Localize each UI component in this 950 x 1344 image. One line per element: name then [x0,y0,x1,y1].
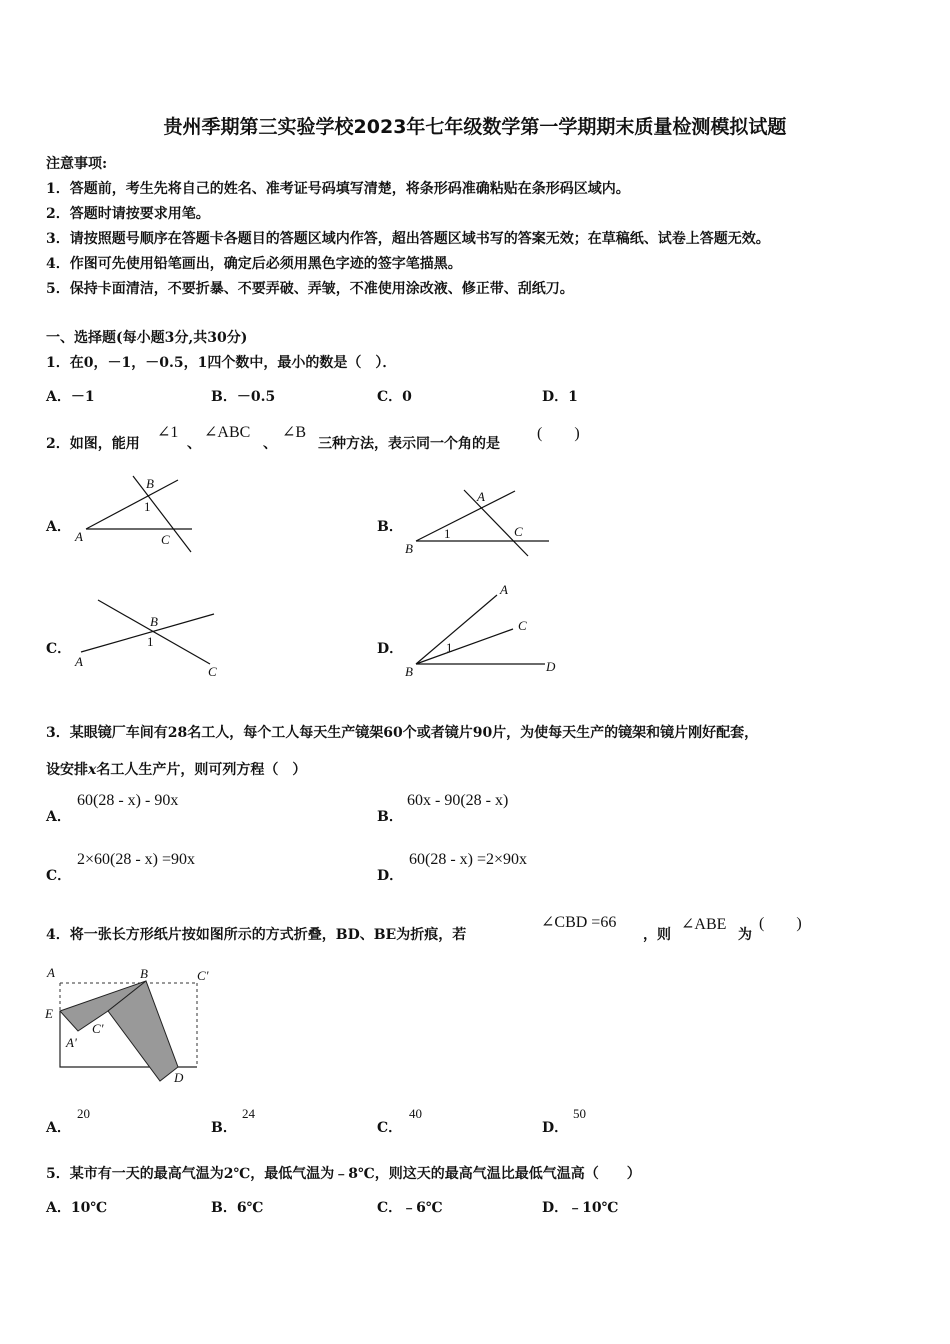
q2-option-c-label: C． [46,641,72,657]
q3-option-c-eq: 2×60(28 - x) =90x [77,851,196,868]
q3-option-b-eq: 60x - 90(28 - x) [407,792,509,809]
q4-option-c-label: C． [377,1120,403,1136]
q1-stem: 1．在0，－1，－0.5，1四个数中，最小的数是（ ）． [46,355,397,371]
q3-prefix: 设安排 [46,762,88,778]
q4-mid: ，则 [643,927,671,943]
q2-angle-1: ∠1 [157,424,179,441]
q5-option-b: B．6℃ [211,1200,264,1216]
q4-fig-label-a: A [47,965,55,980]
notice-heading: 注意事项: [46,156,108,172]
q5-option-d: D．﹣10℃ [542,1200,619,1216]
q1-option-c: C．0 [377,389,412,405]
q4-fig-label-e: E [45,1006,53,1021]
q4-option-d-value: 50 [573,1106,586,1121]
fig-c-label-c: C [208,664,217,679]
q3-suffix: 名工人生产片，则可列方程（ ） [96,762,307,778]
q3-option-b-label: B． [377,809,403,825]
fig-c-label-1: 1 [147,634,154,649]
q4-fig-label-cp: C' [92,1021,104,1036]
fig-a-label-a: A [75,529,83,544]
fig-b-label-b: B [405,541,413,556]
q4-option-d-label: D． [542,1120,569,1136]
page-title: 贵州季期第三实验学校2023年七年级数学第一学期期末质量检测模拟试题 [163,116,787,138]
notice-item: 5．保持卡面清洁，不要折暴、不要弄破、弄皱，不准使用涂改液、修正带、刮纸刀。 [46,281,574,297]
fig-b-label-a: A [477,489,485,504]
q2-option-a-label: A． [46,519,71,535]
fig-b-label-1: 1 [444,526,451,541]
q2-sep: 、 [263,436,277,452]
notice-item: 2．答题时请按要求用笔。 [46,206,210,222]
q2-angle-b: ∠B [282,424,307,441]
q3-option-a-label: A． [46,809,71,825]
fig-c-label-a: A [75,654,83,669]
q4-option-a-label: A． [46,1120,71,1136]
q4-answer-paren: ( ) [759,915,802,932]
q4-fig-label-c: C' [197,968,209,983]
notice-item: 1．答题前，考生先将自己的姓名、准考证号码填写清楚，将条形码准确粘贴在条形码区域内。 [46,181,630,197]
q4-fig-label-d: D [174,1070,184,1085]
q2-sep: 、 [187,436,201,452]
q3-stem-line1: 3．某眼镜厂车间有28名工人，每个工人每天生产镜架60个或者镜片90片，为使每天生产的镜架和镜片刚好配套， [46,725,759,741]
q3-option-d-eq: 60(28 - x) =2×90x [409,851,528,868]
q4-option-b-value: 24 [242,1106,255,1121]
section-heading: 一、选择题(每小题3分,共30分) [46,330,248,346]
q5-stem: 5．某市有一天的最高气温为2℃，最低气温为﹣8℃，则这天的最高气温比最低气温高（ ） [46,1166,641,1182]
fig-d-label-d: D [546,659,556,674]
fig-a-label-b: B [146,476,154,491]
q4-fig-label-ap: A' [66,1035,77,1050]
q5-option-a: A．10℃ [46,1200,108,1216]
fig-b-label-c: C [514,524,523,539]
q1-option-d: D．1 [542,389,578,405]
q2-option-b-label: B． [377,519,403,535]
q2-angle-abc: ∠ABC [204,424,251,441]
fig-a-label-1: 1 [144,499,151,514]
q2-stem-prefix: 2．如图，能用 [46,436,140,452]
q3-var: x [88,762,97,778]
q2-answer-paren: ( ) [537,425,580,442]
q4-option-a-value: 20 [77,1106,90,1121]
fig-d-label-c: C [518,618,527,633]
q4-suffix: 为 [738,927,752,943]
q4-target-angle: ∠ABE [681,916,727,933]
q4-fig-label-b: B [140,966,148,981]
q3-option-a-eq: 60(28 - x) - 90x [77,792,179,809]
q1-option-a: A．－1 [46,389,95,405]
q2-option-d-label: D． [377,641,404,657]
q3-option-c-label: C． [46,868,72,884]
q3-option-d-label: D． [377,868,404,884]
q4-option-c-value: 40 [409,1106,422,1121]
notice-item: 3．请按照题号顺序在答题卡各题目的答题区域内作答，超出答题区域书写的答案无效；在草稿纸、试卷上答题无效。 [46,231,770,247]
q1-option-b: B．－0.5 [211,389,276,405]
q5-option-c: C．﹣6℃ [377,1200,443,1216]
fig-a-label-c: C [161,532,170,547]
fig-d-label-1: 1 [446,640,453,655]
notice-item: 4．作图可先使用铅笔画出，确定后必须用黑色字迹的签字笔描黑。 [46,256,462,272]
fig-c-label-b: B [150,614,158,629]
q2-stem-suffix: 三种方法，表示同一个角的是 [318,436,500,452]
fig-d-label-a: A [500,582,508,597]
q4-option-b-label: B． [211,1120,237,1136]
q4-stem-prefix: 4．将一张长方形纸片按如图所示的方式折叠，BD、BE为折痕，若 [46,927,467,943]
fig-d-label-b: B [405,664,413,679]
q4-condition: ∠CBD =66 [541,914,617,931]
